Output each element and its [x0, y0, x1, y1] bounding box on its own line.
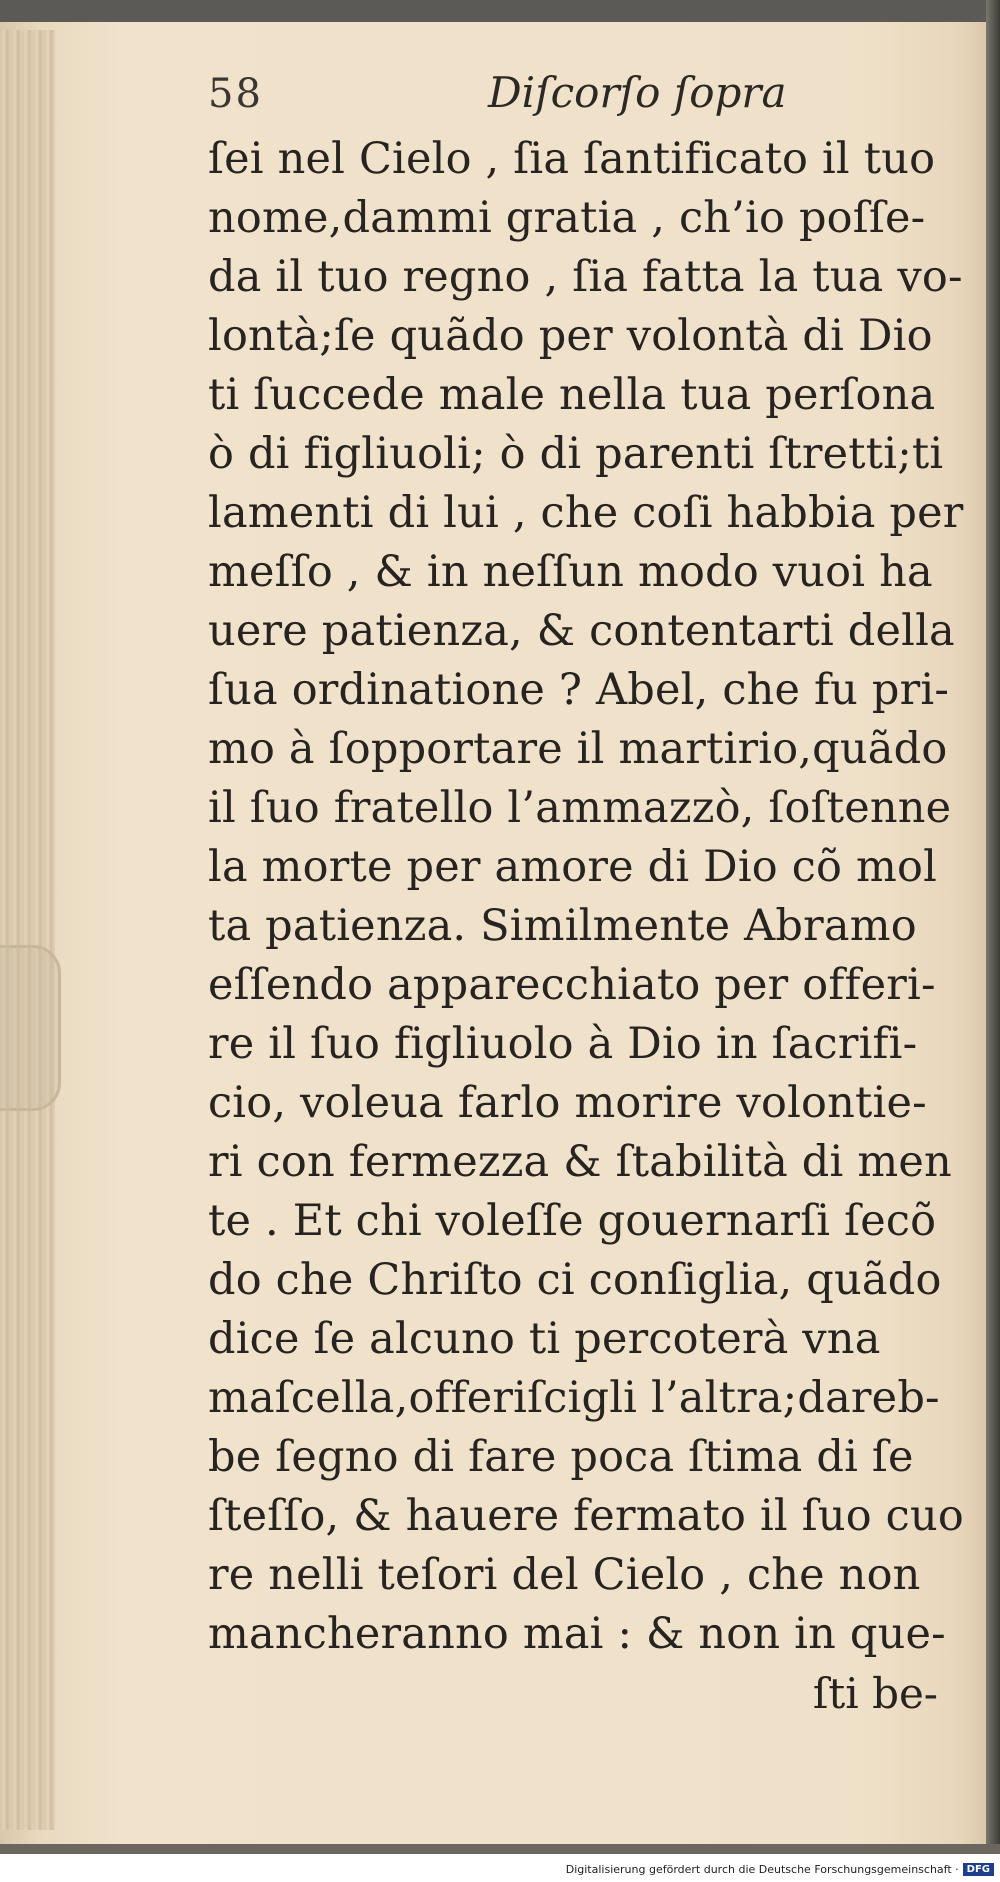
running-head: [208, 68, 978, 124]
credit-text: Digitalisierung gefördert durch die Deutsche Forschungsgemeinschaft ·: [565, 1863, 959, 1876]
text-line: ſua ordinatione ? Abel, che fu pri-: [208, 665, 950, 715]
text-block: [208, 68, 978, 1724]
text-line: il ſuo fratello l’ammazzò, ſoſtenne: [208, 783, 952, 833]
text-line: lamenti di lui , che coſi habbia per: [208, 488, 964, 538]
text-line: ti ſuccede male nella tua perſona: [208, 370, 936, 420]
text-line: uere patienza, & contentarti della: [208, 606, 955, 656]
text-line: ſteſſo, & hauere fermato il ſuo cuo: [208, 1491, 964, 1541]
text-line: ſei nel Cielo , ſia ſantificato il tuo: [208, 134, 936, 184]
text-line: la morte per amore di Dio cõ mol: [208, 842, 938, 892]
text-line: ta patienza. Similmente Abramo: [208, 901, 917, 951]
text-line: maſcella,offeriſcigli l’altra;dareb-: [208, 1373, 940, 1423]
text-line: te . Et chi voleſſe gouernarſi ſecõ: [208, 1196, 937, 1246]
body-text: [208, 130, 978, 1664]
running-title: Diſcorſo ſopra: [488, 68, 787, 117]
text-line: da il tuo regno , ſia fatta la tua vo-: [208, 252, 963, 302]
digitization-credit: [566, 1863, 994, 1876]
text-line: re nelli teſori del Cielo , che non: [208, 1550, 921, 1600]
footer-band: [0, 1854, 1000, 1882]
bottom-edge: [0, 1844, 1000, 1854]
text-line: lontà;ſe quãdo per volontà di Dio: [208, 311, 933, 361]
page-edge: [0, 30, 55, 1830]
text-line: do che Chriſto ci conſiglia, quãdo: [208, 1255, 942, 1305]
catchword: ſti be-: [812, 1669, 938, 1718]
text-line: nome,dammi gratia , ch’io poſſe-: [208, 193, 926, 243]
text-line: ri con fermezza & ſtabilità di men: [208, 1137, 952, 1187]
text-line: ò di figliuoli; ò di parenti ſtretti;ti: [208, 429, 944, 479]
right-shadow: [986, 0, 1000, 1882]
text-line: dice ſe alcuno ti percoterà vna: [208, 1314, 881, 1364]
page-number: 58: [208, 71, 263, 117]
text-line: mo à ſopportare il martirio,quãdo: [208, 724, 948, 774]
dfg-logo: DFG: [963, 1863, 994, 1876]
text-line: mancheranno mai : & non in que-: [208, 1609, 946, 1659]
bookmark-tab: [0, 945, 61, 1111]
text-line: be ſegno di fare poca ſtima di ſe: [208, 1432, 914, 1482]
text-line: meſſo , & in neſſun modo vuoi ha: [208, 547, 933, 597]
text-line: cio, voleua farlo morire volontie-: [208, 1078, 927, 1128]
text-line: eſſendo apparecchiato per offeri-: [208, 960, 936, 1010]
text-line: re il ſuo figliuolo à Dio in ſacrifi-: [208, 1019, 918, 1069]
